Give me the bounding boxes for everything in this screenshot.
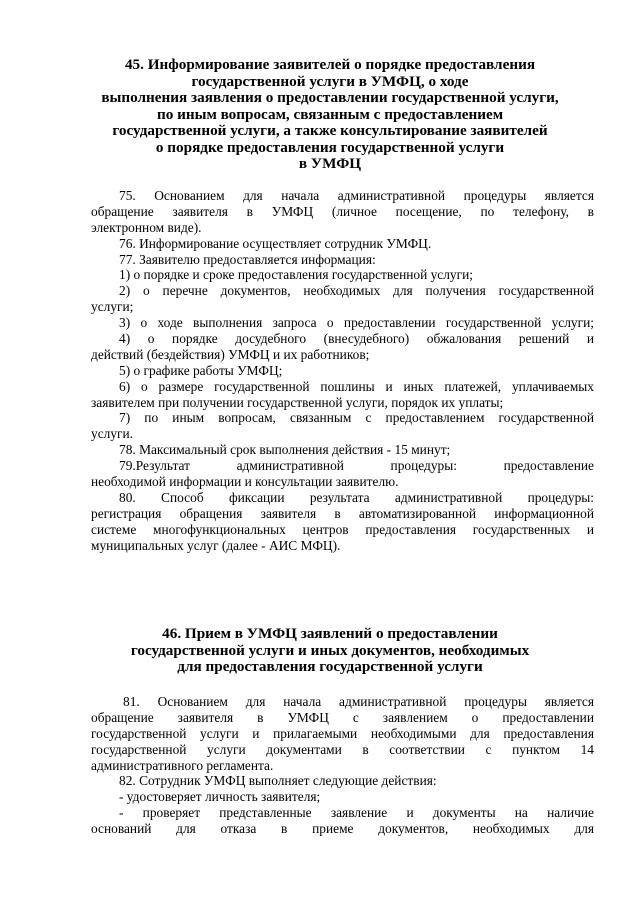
heading-line: государственной услуги и иных документов, необходимых [130,641,530,659]
paragraph-line: регистрация обращения заявителя в автоматизированной информационной [91,505,594,521]
heading-line: государственной услуги в УМФЦ, о ходе [191,72,469,90]
paragraph-line: 1) о порядке и сроке предоставления государственной услуги; [119,267,474,283]
heading-line: государственной услуги, а также консультирование заявителей [112,122,548,139]
paragraph-line: - удостоверяет личность заявителя; [119,789,321,805]
paragraph-line: 82. Сотрудник УМФЦ выполняет следующие действия: [119,773,437,789]
paragraph-line: 5) о графике работы УМФЦ; [119,362,283,378]
paragraph-line: системе многофункциональных центров предоставления государственных и [91,521,594,537]
paragraph-line: 7) по иным вопросам, связанным с предоставлением государственной [119,410,594,426]
paragraph-line: 81. Основанием для начала административной процедуры является [123,694,594,709]
paragraph-line: обращение заявителя в УМФЦ (личное посещение, по телефону, в [91,203,594,219]
section-46-body [91,694,594,837]
paragraph-line: 78. Максимальный срок выполнения действия - 15 минут; [119,442,451,458]
paragraph-line: - проверяет представленные заявление и документы на наличие [119,805,594,821]
paragraph-line: 79.Результат административной процедуры: предоставление [119,458,594,474]
paragraph-line: услуги; [91,299,134,315]
paragraph-line: 77. Заявителю предоставляется информация: [119,251,376,267]
paragraph-line: необходимой информации и консультации заявителю. [91,474,399,490]
paragraph-line: заявителем при получении государственной услуги, порядок их уплаты; [91,394,504,410]
paragraph-line: 2) о перечне документов, необходимых для получения государственной [119,283,594,299]
paragraph-line: государственной услуги документами в соответствии с пунктом 14 [91,741,594,757]
section-45-heading [60,57,600,173]
paragraph-line: услуги. [91,426,134,442]
heading-line: 45. Информирование заявителей о порядке предоставления [124,56,536,73]
paragraph-line: 3) о ходе выполнения запроса о предоставлении государственной услуги; [119,315,594,331]
heading-line: выполнения заявления о предоставлении государственной услуги, [101,89,559,106]
paragraph-line: государственной услуги и прилагаемыми необходимыми для предоставления [91,725,594,741]
paragraph-line: 6) о размере государственной пошлины и иных платежей, уплачиваемых [119,378,594,394]
heading-line: по иным вопросам, связанным с предоставлением [156,105,504,123]
paragraph-line: электронном виде). [91,219,202,235]
paragraph-line: обращение заявителя в УМФЦ с заявлением о предоставлении [91,709,594,725]
paragraph-line: оснований для отказа в приеме документов, необходимых для [91,821,594,837]
heading-line: о порядке предоставления государственной услуги [155,138,505,156]
paragraph-line: административного регламента. [91,757,274,773]
heading-line: 46. Прием в УМФЦ заявлений о предоставлении [162,625,498,642]
paragraph-line: 80. Способ фиксации результата административной процедуры: [119,489,594,505]
paragraph-line: 76. Информирование осуществляет сотрудник УМФЦ. [119,235,432,251]
heading-line: в УМФЦ [298,155,362,172]
paragraph-line: 75. Основанием для начала административной процедуры является [119,188,594,203]
paragraph-line: муниципальных услуг (далее - АИС МФЦ). [91,537,341,553]
section-46-heading [60,626,600,676]
paragraph-line: 4) о порядке досудебного (внесудебного) обжалования решений и [119,331,594,347]
paragraph-line: действий (бездействия) УМФЦ и их работников; [91,346,370,362]
heading-line: для предоставления государственной услуги [177,658,483,675]
section-45-body [91,188,594,553]
